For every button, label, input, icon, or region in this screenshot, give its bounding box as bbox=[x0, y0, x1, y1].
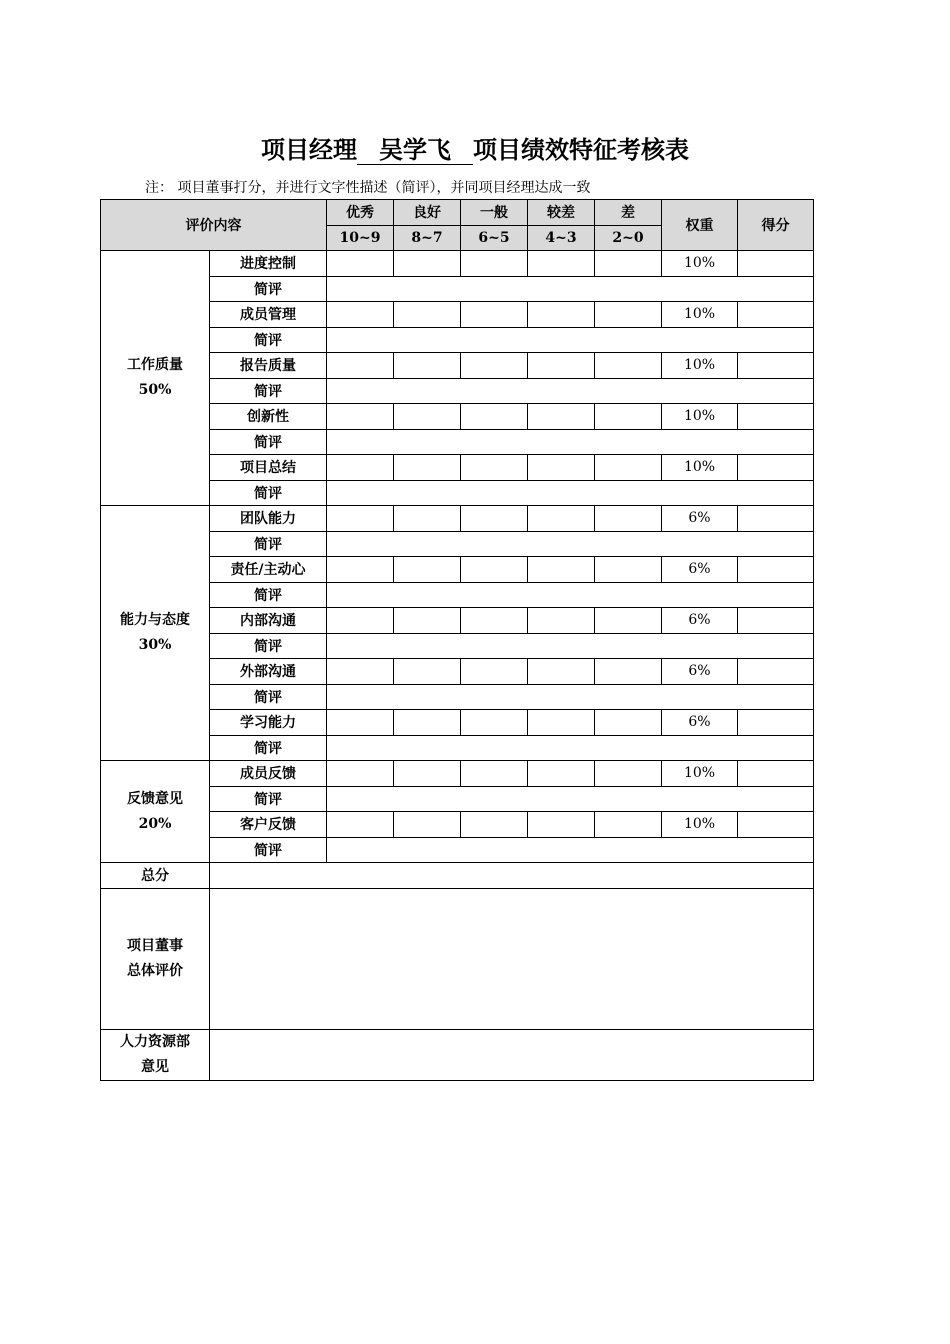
grade-score-cell[interactable] bbox=[327, 812, 394, 838]
hr-label-cell bbox=[101, 1029, 210, 1080]
score-input[interactable] bbox=[738, 761, 813, 786]
grade-score-cell[interactable] bbox=[394, 404, 461, 430]
comment-input[interactable] bbox=[327, 736, 813, 761]
score-cell[interactable] bbox=[738, 812, 814, 838]
grade-score-cell[interactable] bbox=[528, 557, 595, 583]
total-row bbox=[101, 863, 814, 889]
criterion-weight: 10% bbox=[662, 812, 738, 838]
grade-score-input[interactable] bbox=[595, 659, 661, 684]
hr-label-line2: 意见 bbox=[141, 1058, 169, 1075]
grade-score-input[interactable] bbox=[327, 608, 393, 633]
criterion-name: 学习能力 bbox=[210, 710, 327, 736]
score-input[interactable] bbox=[738, 302, 813, 327]
grade-score-cell[interactable] bbox=[394, 812, 461, 838]
category-cell bbox=[101, 506, 210, 761]
grade-score-cell[interactable] bbox=[528, 404, 595, 430]
grade-score-cell[interactable] bbox=[528, 251, 595, 277]
comment-label: 简评 bbox=[210, 480, 327, 506]
grade-score-input[interactable] bbox=[528, 353, 594, 378]
criterion-weight: 6% bbox=[662, 659, 738, 685]
manager-name: 吴学飞 bbox=[357, 136, 473, 165]
category-name: 反馈意见 bbox=[127, 790, 183, 807]
grade-score-cell[interactable] bbox=[595, 302, 662, 328]
header-row bbox=[101, 200, 814, 226]
grade-score-input[interactable] bbox=[528, 659, 594, 684]
category-percent: 30% bbox=[138, 637, 172, 653]
header-grade-label: 良好 bbox=[394, 200, 461, 226]
grade-score-cell[interactable] bbox=[595, 404, 662, 430]
score-input[interactable] bbox=[738, 557, 813, 582]
header-content: 评价内容 bbox=[101, 200, 327, 251]
grade-score-cell[interactable] bbox=[595, 608, 662, 634]
grade-score-cell[interactable] bbox=[595, 353, 662, 379]
grade-score-cell[interactable] bbox=[528, 608, 595, 634]
grade-score-input[interactable] bbox=[528, 812, 594, 837]
comment-label: 简评 bbox=[210, 327, 327, 353]
score-cell[interactable] bbox=[738, 353, 814, 379]
criterion-name: 成员反馈 bbox=[210, 761, 327, 787]
grade-score-input[interactable] bbox=[327, 455, 393, 480]
grade-score-input[interactable] bbox=[327, 302, 393, 327]
category-percent: 20% bbox=[138, 815, 172, 832]
grade-score-cell[interactable] bbox=[327, 659, 394, 685]
score-input[interactable] bbox=[738, 353, 813, 378]
grade-score-input[interactable] bbox=[595, 557, 661, 582]
header-grade-range: 8~7 bbox=[394, 225, 461, 251]
criterion-weight: 10% bbox=[662, 761, 738, 787]
grade-score-cell[interactable] bbox=[595, 710, 662, 736]
criterion-name: 项目总结 bbox=[210, 455, 327, 481]
title-suffix: 项目绩效特征考核表 bbox=[473, 135, 689, 164]
grade-score-input[interactable] bbox=[394, 455, 460, 480]
criterion-name: 内部沟通 bbox=[210, 608, 327, 634]
comment-cell[interactable] bbox=[327, 327, 814, 353]
score-cell[interactable] bbox=[738, 761, 814, 787]
grade-score-cell[interactable] bbox=[327, 251, 394, 277]
comment-input[interactable] bbox=[327, 328, 813, 353]
criterion-weight: 10% bbox=[662, 455, 738, 481]
director-label-line1: 项目董事 bbox=[127, 937, 183, 954]
grade-score-input[interactable] bbox=[595, 251, 661, 276]
grade-score-input[interactable] bbox=[461, 302, 527, 327]
grade-score-cell[interactable] bbox=[327, 761, 394, 787]
grade-score-cell[interactable] bbox=[595, 557, 662, 583]
grade-score-input[interactable] bbox=[461, 251, 527, 276]
header-grade-label: 优秀 bbox=[327, 200, 394, 226]
page-title bbox=[0, 130, 950, 165]
comment-label: 简评 bbox=[210, 684, 327, 710]
grade-score-input[interactable] bbox=[461, 455, 527, 480]
criterion-weight: 10% bbox=[662, 251, 738, 277]
comment-cell[interactable] bbox=[327, 276, 814, 302]
grade-score-input[interactable] bbox=[595, 710, 661, 735]
comment-label: 简评 bbox=[210, 429, 327, 455]
grade-score-input[interactable] bbox=[528, 302, 594, 327]
grade-score-input[interactable] bbox=[327, 404, 393, 429]
grade-score-cell[interactable] bbox=[394, 302, 461, 328]
comment-input[interactable] bbox=[327, 277, 813, 302]
comment-cell[interactable] bbox=[327, 837, 814, 863]
grade-score-input[interactable] bbox=[528, 506, 594, 531]
comment-label: 简评 bbox=[210, 531, 327, 557]
criterion-weight: 10% bbox=[662, 302, 738, 328]
form-note: 注： 项目董事打分，并进行文字性描述（简评），并同项目经理达成一致 bbox=[145, 180, 591, 196]
total-cell[interactable] bbox=[210, 863, 814, 889]
comment-cell[interactable] bbox=[327, 684, 814, 710]
comment-input[interactable] bbox=[327, 532, 813, 557]
comment-label: 简评 bbox=[210, 378, 327, 404]
score-input[interactable] bbox=[738, 710, 813, 735]
criterion-row bbox=[101, 251, 814, 277]
criterion-weight: 6% bbox=[662, 710, 738, 736]
grade-score-cell[interactable] bbox=[528, 812, 595, 838]
comment-cell[interactable] bbox=[327, 480, 814, 506]
grade-score-cell[interactable] bbox=[327, 353, 394, 379]
grade-score-input[interactable] bbox=[461, 557, 527, 582]
score-input[interactable] bbox=[738, 608, 813, 633]
score-input[interactable] bbox=[738, 812, 813, 837]
category-percent: 50% bbox=[138, 382, 172, 398]
grade-score-input[interactable] bbox=[595, 608, 661, 633]
grade-score-input[interactable] bbox=[327, 761, 393, 786]
comment-label: 简评 bbox=[210, 735, 327, 761]
grade-score-input[interactable] bbox=[394, 251, 460, 276]
score-input[interactable] bbox=[738, 251, 813, 276]
score-input[interactable] bbox=[738, 404, 813, 429]
comment-input[interactable] bbox=[327, 634, 813, 659]
comment-cell[interactable] bbox=[327, 582, 814, 608]
total-input[interactable] bbox=[210, 863, 813, 888]
score-cell[interactable] bbox=[738, 251, 814, 277]
header-weight: 权重 bbox=[662, 200, 738, 251]
grade-score-cell[interactable] bbox=[595, 761, 662, 787]
header-score: 得分 bbox=[738, 200, 814, 251]
header-grade-label: 差 bbox=[595, 200, 662, 226]
comment-cell[interactable] bbox=[327, 786, 814, 812]
grade-score-cell[interactable] bbox=[595, 506, 662, 532]
grade-score-input[interactable] bbox=[461, 353, 527, 378]
grade-score-input[interactable] bbox=[394, 761, 460, 786]
director-label-line2: 总体评价 bbox=[127, 962, 183, 979]
comment-input[interactable] bbox=[327, 430, 813, 455]
criterion-weight: 6% bbox=[662, 608, 738, 634]
criterion-name: 进度控制 bbox=[210, 251, 327, 277]
category-cell bbox=[101, 251, 210, 506]
grade-score-cell[interactable] bbox=[528, 710, 595, 736]
grade-score-cell[interactable] bbox=[394, 251, 461, 277]
header-grade-range: 10~9 bbox=[327, 225, 394, 251]
grade-score-input[interactable] bbox=[595, 506, 661, 531]
criterion-name: 客户反馈 bbox=[210, 812, 327, 838]
grade-score-input[interactable] bbox=[461, 608, 527, 633]
comment-label: 简评 bbox=[210, 633, 327, 659]
header-grade-label: 一般 bbox=[461, 200, 528, 226]
grade-score-cell[interactable] bbox=[528, 302, 595, 328]
grade-score-input[interactable] bbox=[595, 353, 661, 378]
director-comment-cell[interactable] bbox=[210, 888, 814, 1029]
score-cell[interactable] bbox=[738, 710, 814, 736]
category-cell bbox=[101, 761, 210, 863]
grade-score-cell[interactable] bbox=[461, 557, 528, 583]
grade-score-input[interactable] bbox=[461, 761, 527, 786]
category-name: 能力与态度 bbox=[120, 612, 190, 628]
comment-cell[interactable] bbox=[327, 735, 814, 761]
criterion-row bbox=[101, 761, 814, 787]
grade-score-cell[interactable] bbox=[394, 608, 461, 634]
score-cell[interactable] bbox=[738, 557, 814, 583]
director-row bbox=[101, 888, 814, 1029]
grade-score-cell[interactable] bbox=[394, 761, 461, 787]
comment-input[interactable] bbox=[327, 583, 813, 608]
comment-cell[interactable] bbox=[327, 531, 814, 557]
grade-score-input[interactable] bbox=[528, 455, 594, 480]
grade-score-input[interactable] bbox=[394, 302, 460, 327]
grade-score-input[interactable] bbox=[327, 659, 393, 684]
total-label: 总分 bbox=[101, 863, 210, 889]
grade-score-input[interactable] bbox=[461, 710, 527, 735]
grade-score-cell[interactable] bbox=[461, 455, 528, 481]
grade-score-input[interactable] bbox=[394, 812, 460, 837]
comment-label: 简评 bbox=[210, 276, 327, 302]
score-input[interactable] bbox=[738, 659, 813, 684]
grade-score-input[interactable] bbox=[461, 812, 527, 837]
director-label-cell bbox=[101, 888, 210, 1029]
grade-score-cell[interactable] bbox=[394, 455, 461, 481]
comment-cell[interactable] bbox=[327, 378, 814, 404]
comment-label: 简评 bbox=[210, 582, 327, 608]
grade-score-input[interactable] bbox=[528, 710, 594, 735]
grade-score-input[interactable] bbox=[595, 404, 661, 429]
title-prefix: 项目经理 bbox=[261, 135, 357, 164]
score-cell[interactable] bbox=[738, 455, 814, 481]
grade-score-cell[interactable] bbox=[461, 302, 528, 328]
grade-score-input[interactable] bbox=[327, 251, 393, 276]
criterion-row bbox=[101, 506, 814, 532]
grade-score-cell[interactable] bbox=[394, 353, 461, 379]
criterion-weight: 10% bbox=[662, 353, 738, 379]
grade-score-cell[interactable] bbox=[394, 659, 461, 685]
header-grade-label: 较差 bbox=[528, 200, 595, 226]
grade-score-cell[interactable] bbox=[595, 251, 662, 277]
criterion-weight: 6% bbox=[662, 506, 738, 532]
grade-score-cell[interactable] bbox=[461, 404, 528, 430]
criterion-name: 团队能力 bbox=[210, 506, 327, 532]
grade-score-cell[interactable] bbox=[461, 353, 528, 379]
comment-input[interactable] bbox=[327, 685, 813, 710]
comment-input[interactable] bbox=[327, 787, 813, 812]
category-name: 工作质量 bbox=[127, 357, 183, 373]
grade-score-input[interactable] bbox=[528, 557, 594, 582]
evaluation-table bbox=[100, 199, 814, 1081]
score-cell[interactable] bbox=[738, 659, 814, 685]
comment-cell[interactable] bbox=[327, 633, 814, 659]
director-comment-input[interactable] bbox=[210, 889, 813, 1029]
grade-score-cell[interactable] bbox=[327, 557, 394, 583]
grade-score-input[interactable] bbox=[595, 761, 661, 786]
grade-score-cell[interactable] bbox=[528, 506, 595, 532]
grade-score-input[interactable] bbox=[327, 710, 393, 735]
grade-score-cell[interactable] bbox=[327, 404, 394, 430]
score-input[interactable] bbox=[738, 506, 813, 531]
criterion-name: 成员管理 bbox=[210, 302, 327, 328]
criterion-name: 创新性 bbox=[210, 404, 327, 430]
hr-row bbox=[101, 1029, 814, 1080]
comment-label: 简评 bbox=[210, 837, 327, 863]
grade-score-cell[interactable] bbox=[528, 761, 595, 787]
comment-input[interactable] bbox=[327, 379, 813, 404]
grade-score-cell[interactable] bbox=[595, 659, 662, 685]
grade-score-input[interactable] bbox=[528, 761, 594, 786]
grade-score-cell[interactable] bbox=[461, 710, 528, 736]
grade-score-input[interactable] bbox=[394, 557, 460, 582]
criterion-name: 外部沟通 bbox=[210, 659, 327, 685]
grade-score-cell[interactable] bbox=[461, 608, 528, 634]
grade-score-input[interactable] bbox=[327, 557, 393, 582]
criterion-name: 报告质量 bbox=[210, 353, 327, 379]
grade-score-cell[interactable] bbox=[327, 608, 394, 634]
criterion-weight: 6% bbox=[662, 557, 738, 583]
grade-score-input[interactable] bbox=[461, 404, 527, 429]
score-cell[interactable] bbox=[738, 608, 814, 634]
grade-score-cell[interactable] bbox=[528, 353, 595, 379]
header-grade-range: 4~3 bbox=[528, 225, 595, 251]
grade-score-cell[interactable] bbox=[461, 659, 528, 685]
grade-score-input[interactable] bbox=[394, 608, 460, 633]
comment-input[interactable] bbox=[327, 838, 813, 863]
header-grade-range: 6~5 bbox=[461, 225, 528, 251]
hr-comment-input[interactable] bbox=[210, 1031, 813, 1079]
grade-score-input[interactable] bbox=[595, 302, 661, 327]
grade-score-input[interactable] bbox=[595, 455, 661, 480]
grade-score-input[interactable] bbox=[394, 710, 460, 735]
grade-score-input[interactable] bbox=[327, 353, 393, 378]
score-cell[interactable] bbox=[738, 404, 814, 430]
hr-comment-cell[interactable] bbox=[210, 1029, 814, 1080]
grade-score-input[interactable] bbox=[327, 812, 393, 837]
grade-score-cell[interactable] bbox=[394, 557, 461, 583]
grade-score-input[interactable] bbox=[461, 659, 527, 684]
grade-score-cell[interactable] bbox=[528, 659, 595, 685]
score-cell[interactable] bbox=[738, 506, 814, 532]
grade-score-cell[interactable] bbox=[327, 455, 394, 481]
comment-label: 简评 bbox=[210, 786, 327, 812]
criterion-weight: 10% bbox=[662, 404, 738, 430]
grade-score-cell[interactable] bbox=[394, 710, 461, 736]
grade-score-input[interactable] bbox=[595, 812, 661, 837]
score-cell[interactable] bbox=[738, 302, 814, 328]
grade-score-input[interactable] bbox=[528, 404, 594, 429]
grade-score-input[interactable] bbox=[528, 251, 594, 276]
grade-score-cell[interactable] bbox=[595, 812, 662, 838]
grade-score-cell[interactable] bbox=[327, 302, 394, 328]
criterion-name: 责任/主动心 bbox=[210, 557, 327, 583]
grade-score-input[interactable] bbox=[461, 506, 527, 531]
grade-score-cell[interactable] bbox=[327, 710, 394, 736]
grade-score-cell[interactable] bbox=[461, 251, 528, 277]
grade-score-cell[interactable] bbox=[595, 455, 662, 481]
grade-score-cell[interactable] bbox=[461, 812, 528, 838]
grade-score-input[interactable] bbox=[394, 659, 460, 684]
score-input[interactable] bbox=[738, 455, 813, 480]
grade-score-input[interactable] bbox=[394, 353, 460, 378]
grade-score-cell[interactable] bbox=[461, 761, 528, 787]
comment-input[interactable] bbox=[327, 481, 813, 506]
grade-score-input[interactable] bbox=[327, 506, 393, 531]
grade-score-cell[interactable] bbox=[394, 506, 461, 532]
header-grade-range: 2~0 bbox=[595, 225, 662, 251]
hr-label-line1: 人力资源部 bbox=[120, 1033, 190, 1050]
grade-score-input[interactable] bbox=[394, 506, 460, 531]
grade-score-cell[interactable] bbox=[528, 455, 595, 481]
grade-score-input[interactable] bbox=[528, 608, 594, 633]
grade-score-cell[interactable] bbox=[461, 506, 528, 532]
grade-score-cell[interactable] bbox=[327, 506, 394, 532]
comment-cell[interactable] bbox=[327, 429, 814, 455]
grade-score-input[interactable] bbox=[394, 404, 460, 429]
